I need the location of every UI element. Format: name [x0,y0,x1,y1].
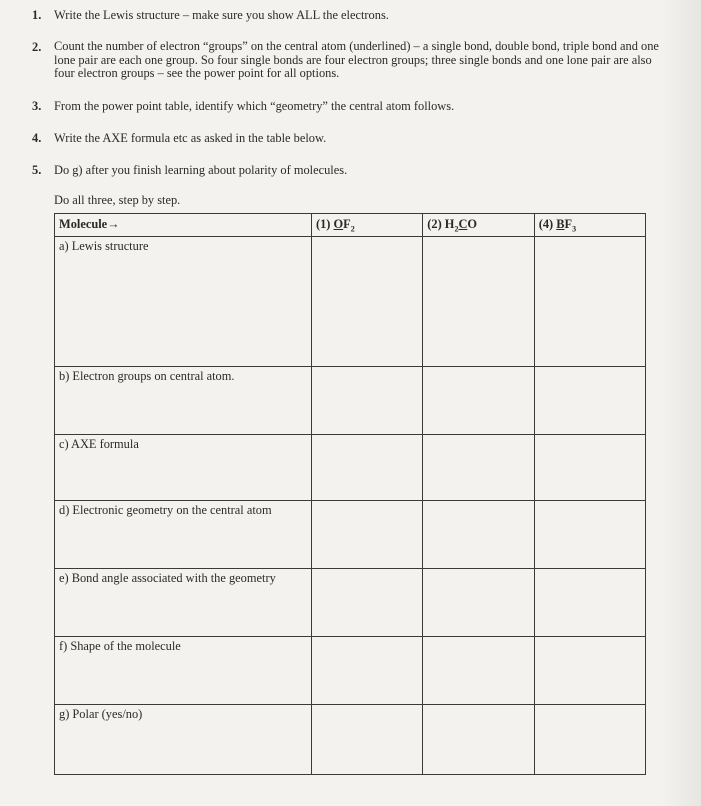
item-number: 4. [32,130,42,145]
instructions-list [32,8,672,195]
table-row [55,637,646,705]
instruction-item [32,131,672,145]
answer-cell[interactable] [423,435,534,501]
page-edge-shadow [661,0,701,806]
bf3-subscript: 3 [572,224,577,234]
answer-cell[interactable] [534,569,645,637]
table-row [55,501,646,569]
bf3-fluorine: F [564,217,573,231]
answer-cell[interactable] [423,637,534,705]
table-row [55,237,646,367]
h2co-prefix: (2) H [427,217,455,231]
answer-cell[interactable] [311,435,422,501]
of2-central-atom: O [333,217,344,231]
header-molecule: Molecule→ [55,214,312,237]
item-text: Write the AXE formula etc as asked in the table below. [54,130,327,145]
table-row [55,705,646,775]
row-label: c) AXE formula [55,435,312,501]
answer-cell[interactable] [423,237,534,367]
answer-cell[interactable] [311,237,422,367]
answer-cell[interactable] [311,501,422,569]
answer-cell[interactable] [423,705,534,775]
table-row [55,367,646,435]
answer-cell[interactable] [311,705,422,775]
answer-cell[interactable] [311,637,422,705]
table-row [55,435,646,501]
answer-cell[interactable] [534,501,645,569]
row-label: g) Polar (yes/no) [55,705,312,775]
answer-cell[interactable] [534,705,645,775]
subline-text: Do all three, step by step. [54,193,181,207]
row-label: b) Electron groups on central atom. [55,367,312,435]
item-number: 2. [32,40,42,54]
answer-cell[interactable] [311,569,422,637]
of2-prefix: (1) [315,217,334,231]
h2co-oxygen: O [467,217,478,231]
h2co-subscript: 2 [454,224,459,234]
header-of2 [311,214,422,237]
h2co-central-atom: C [458,217,468,231]
instruction-item [32,99,672,113]
header-h2co [423,214,534,237]
bf3-prefix: (4) [538,217,557,231]
table-row [55,569,646,637]
item-text: Write the Lewis structure – make sure you show ALL the electrons. [54,8,389,22]
row-label: d) Electronic geometry on the central atom [55,501,312,569]
item-number: 1. [32,8,42,22]
item-text: Count the number of electron “groups” on the central atom (underlined) – a single bond, double bond, triple bond and one lone pair are each one group. So four single bonds are four electron groups; three single bonds and one lone pair are also four electron groups – see the power point for all options. [54,39,659,81]
bf3-central-atom: B [556,217,565,231]
instruction-item [32,40,672,81]
answer-cell[interactable] [423,569,534,637]
answer-cell[interactable] [311,367,422,435]
answer-cell[interactable] [423,367,534,435]
header-bf3 [534,214,645,237]
of2-fluorine: F [343,217,351,231]
item-text: Do g) after you finish learning about polarity of molecules. [54,162,348,177]
answer-cell[interactable] [423,501,534,569]
answer-table [54,213,646,775]
instruction-item [32,8,672,22]
answer-cell[interactable] [534,435,645,501]
item-text: From the power point table, identify which “geometry” the central atom follows. [54,98,455,113]
answer-cell[interactable] [534,237,645,367]
row-label: f) Shape of the molecule [55,637,312,705]
of2-subscript: 2 [350,224,355,234]
item-number: 5. [32,162,42,177]
row-label: e) Bond angle associated with the geometry [55,569,312,637]
answer-cell[interactable] [534,637,645,705]
answer-cell[interactable] [534,367,645,435]
instruction-item [32,163,672,177]
item-number: 3. [32,98,42,113]
row-label: a) Lewis structure [55,237,312,367]
header-row [55,214,646,237]
